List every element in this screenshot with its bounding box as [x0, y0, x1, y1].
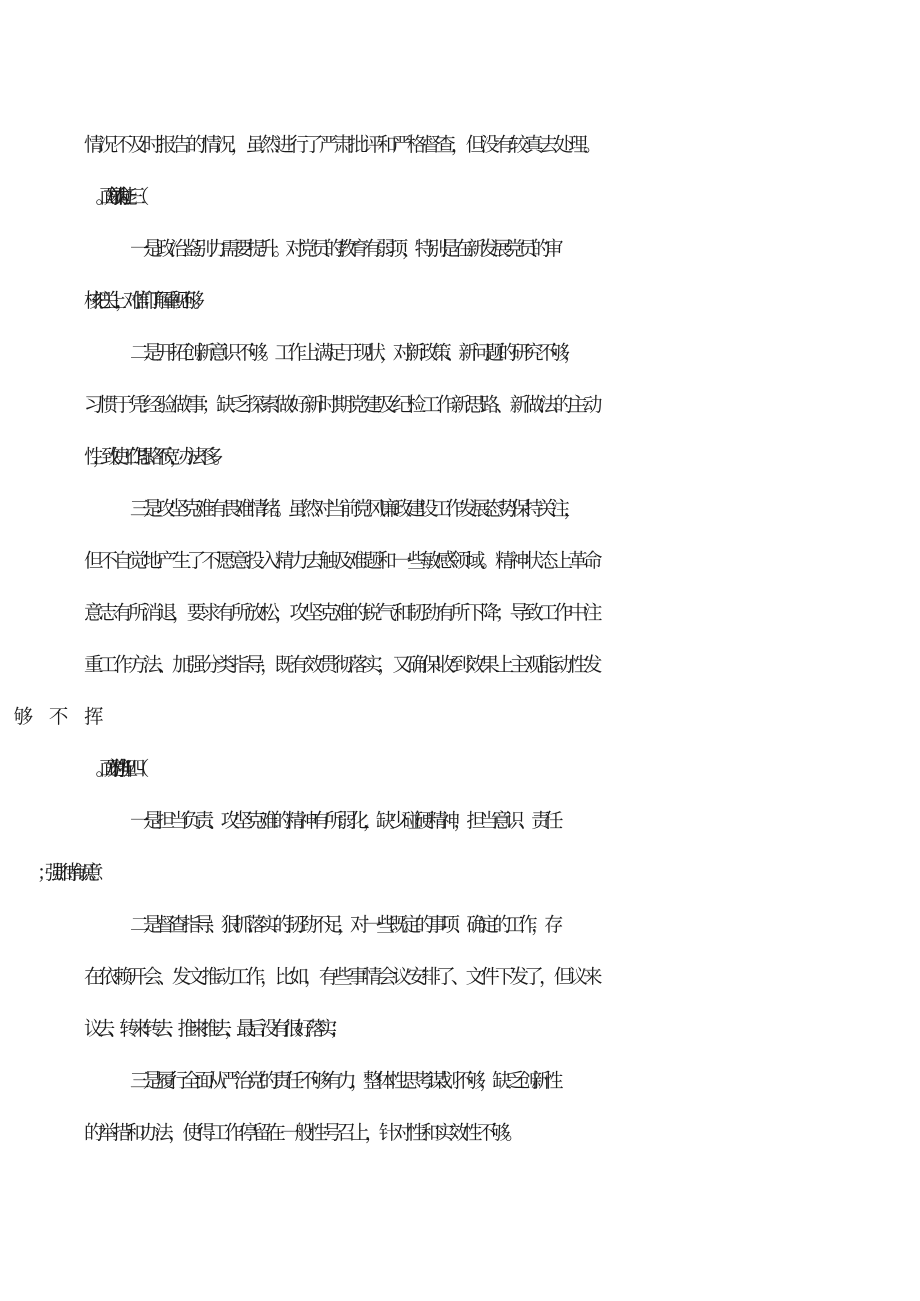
text-line: 在依赖开会、发文推动工作，比如，有些事情会议安排了、文件下发了，但议来 — [84, 965, 598, 988]
section-heading — [130, 177, 920, 217]
text-line — [84, 853, 920, 893]
section-heading — [130, 749, 920, 789]
text-line: 三是攻坚克难有畏难情绪。虽然对当前党风廉政建设工作发展态势保持关注， — [130, 497, 577, 520]
text-line: 二是开拓创新意识不够。工作上满足于现状，对新政策、新问题的研究不够， — [130, 341, 577, 364]
text-line: 议去、转来转去、推来推去，最后没有很好落实； — [84, 1017, 342, 1040]
text-line: 但不自觉地产生了不愿意投入精力去触及难题和一些敏感领域。精神状态上革命 — [84, 549, 598, 572]
text-line: 情况不及时报告的情况，虽然进行了严肃批评和严格督查，但没有较真去处理。 — [84, 133, 598, 156]
text-line: 重工作方法、加强分类指导，既有效贯彻落实，又确保收到效果上主观能动性发 — [84, 653, 598, 676]
text-line: 核把关上，对信仰了解重视不够。 — [84, 289, 201, 312]
text-line — [84, 697, 920, 737]
text-line: 一是政治鉴别力需要提升。对党员的教育有弱项，特别是在新发展党员的审 — [130, 237, 557, 260]
text-line: 的举措和办法，使得工作停留在一般性号召上，针对性和实效性不够。 — [84, 1121, 520, 1144]
text-line: 意志有所消退，要求有所放松，攻坚克难的锐气和韧劲有所下降；导致工作中注 — [84, 601, 598, 624]
text-line: 性，致使工作思路不宽，办法不多。 — [84, 445, 222, 468]
text-line: 一是担当负责、攻坚克难的精神有所弱化，缺少碰硬精神，担当意识、责任 — [130, 809, 557, 832]
text-line: 三是履行全面从严治党的责任不够有力，整体性思考谋划不够，缺乏创新性 — [130, 1069, 557, 1092]
text-line: 习惯于凭经验做事；缺乏探索做好新时期党建及纪检工作新思路、新做法的主动 — [84, 393, 598, 416]
text-line: 二是督查指导、狠抓落实的韧劲不足，对一些既定的事项、确定的工作，存 — [130, 913, 557, 936]
